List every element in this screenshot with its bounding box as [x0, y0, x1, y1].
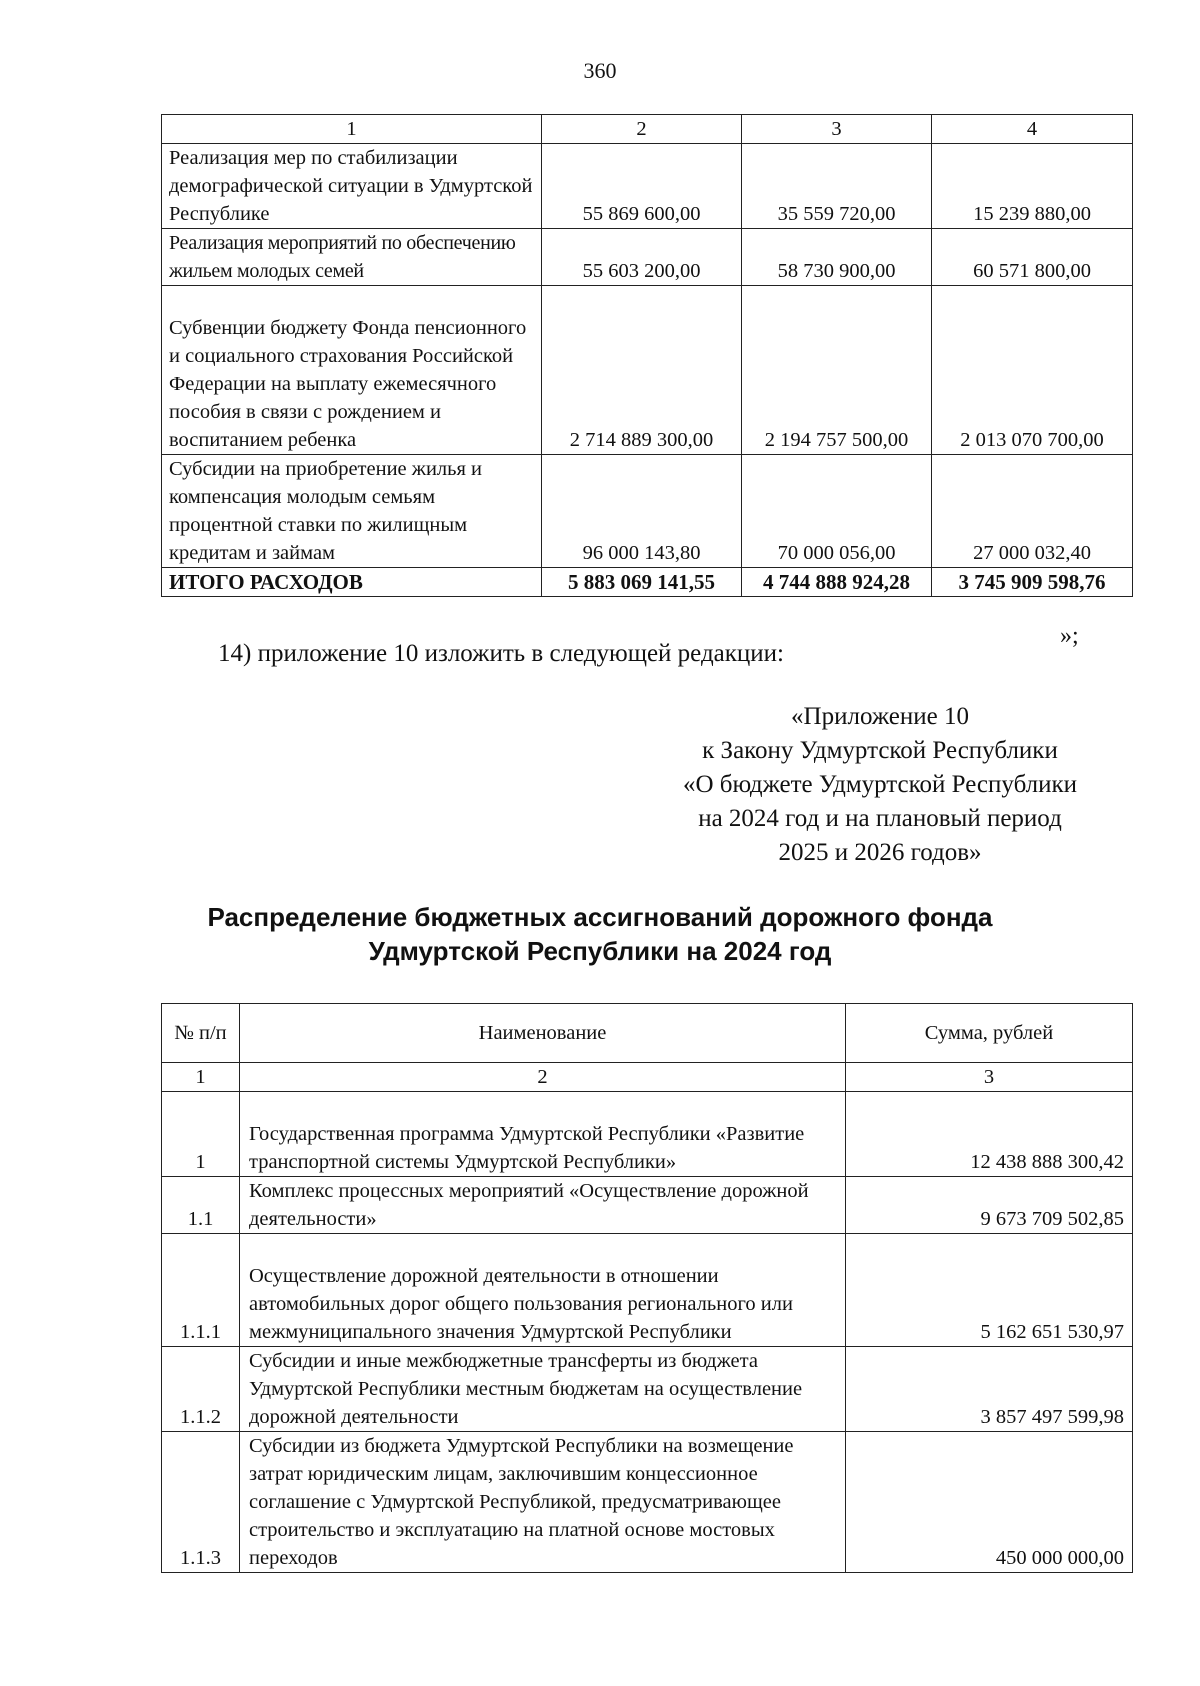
- row-number: 1: [162, 1092, 240, 1177]
- total-label: ИТОГО РАСХОДОВ: [162, 568, 542, 597]
- value-2024: 55 869 600,00: [542, 144, 742, 229]
- road-fund-table: [161, 1003, 1133, 1573]
- title-line: Распределение бюджетных ассигнований дорожного фонда: [207, 902, 993, 932]
- table-row: [162, 229, 1133, 286]
- row-name: Реализация мер по стабилизации демографической ситуации в Удмуртской Республике: [162, 144, 542, 229]
- total-2025: 4 744 888 924,28: [742, 568, 932, 597]
- value-2026: 60 571 800,00: [932, 229, 1133, 286]
- row-name: Государственная программа Удмуртской Республики «Развитие транспортной системы Удмуртской Республики»: [240, 1092, 846, 1177]
- header-number: № п/п: [162, 1004, 240, 1063]
- column-number: 2: [240, 1063, 846, 1092]
- column-number: 2: [542, 115, 742, 144]
- table-header-row: [162, 115, 1133, 144]
- table-row: [162, 1347, 1133, 1432]
- amendment-instruction: 14) приложение 10 изложить в следующей редакции:: [218, 640, 784, 667]
- value-2025: 35 559 720,00: [742, 144, 932, 229]
- table-row: [162, 1177, 1133, 1234]
- row-number: 1.1: [162, 1177, 240, 1234]
- value-2026: 27 000 032,40: [932, 455, 1133, 568]
- table-row: [162, 1234, 1133, 1347]
- value-2025: 58 730 900,00: [742, 229, 932, 286]
- value-2025: 70 000 056,00: [742, 455, 932, 568]
- value-2025: 2 194 757 500,00: [742, 286, 932, 455]
- appendix-line: 2025 и 2026 годов»: [778, 839, 982, 866]
- row-sum: 12 438 888 300,42: [846, 1092, 1133, 1177]
- header-name: Наименование: [240, 1004, 846, 1063]
- value-2026: 2 013 070 700,00: [932, 286, 1133, 455]
- appendix-line: к Закону Удмуртской Республики: [702, 737, 1058, 764]
- document-title: [0, 900, 1200, 968]
- appendix-line: «Приложение 10: [791, 703, 969, 730]
- value-2024: 96 000 143,80: [542, 455, 742, 568]
- page-number: 360: [583, 58, 617, 83]
- total-2024: 5 883 069 141,55: [542, 568, 742, 597]
- table-header-row: [162, 1004, 1133, 1063]
- appendix-line: на 2024 год и на плановый период: [698, 805, 1062, 832]
- appendix-line: «О бюджете Удмуртской Республики: [682, 771, 1078, 798]
- value-2026: 15 239 880,00: [932, 144, 1133, 229]
- table-row: [162, 286, 1133, 455]
- column-number: 1: [162, 1063, 240, 1092]
- row-sum: 9 673 709 502,85: [846, 1177, 1133, 1234]
- table-row: [162, 1432, 1133, 1573]
- table-row: [162, 1092, 1133, 1177]
- row-name: Реализация мероприятий по обеспечению жильем молодых семей: [162, 229, 542, 286]
- row-sum: 5 162 651 530,97: [846, 1234, 1133, 1347]
- total-2026: 3 745 909 598,76: [932, 568, 1133, 597]
- column-number: 3: [742, 115, 932, 144]
- appendix-header: [620, 700, 1140, 870]
- header-sum: Сумма, рублей: [846, 1004, 1133, 1063]
- row-name: Субсидии из бюджета Удмуртской Республики на возмещение затрат юридическим лицам, заключившим концессионное соглашение с Удмуртской Республикой, предусматривающее строительство и эксплуатацию на платной основе мостовых переходов: [240, 1432, 846, 1573]
- row-name: Осуществление дорожной деятельности в отношении автомобильных дорог общего пользования регионального или межмуниципального значения Удмуртской Республики: [240, 1234, 846, 1347]
- title-line: Удмуртской Республики на 2024 год: [368, 936, 832, 966]
- table-row: [162, 144, 1133, 229]
- value-2024: 55 603 200,00: [542, 229, 742, 286]
- row-number: 1.1.2: [162, 1347, 240, 1432]
- column-number: 1: [162, 115, 542, 144]
- row-sum: 3 857 497 599,98: [846, 1347, 1133, 1432]
- table-row: [162, 455, 1133, 568]
- row-name: Комплекс процессных мероприятий «Осуществление дорожной деятельности»: [240, 1177, 846, 1234]
- row-name: Субвенции бюджету Фонда пенсионного и социального страхования Российской Федерации на выплату ежемесячного пособия в связи с рождением и воспитанием ребенка: [162, 286, 542, 455]
- column-number: 3: [846, 1063, 1133, 1092]
- row-number: 1.1.1: [162, 1234, 240, 1347]
- closing-quote: »;: [1060, 623, 1079, 649]
- value-2024: 2 714 889 300,00: [542, 286, 742, 455]
- column-number: 4: [932, 115, 1133, 144]
- row-number: 1.1.3: [162, 1432, 240, 1573]
- row-name: Субсидии на приобретение жилья и компенсация молодым семьям процентной ставки по жилищным кредитам и займам: [162, 455, 542, 568]
- row-name: Субсидии и иные межбюджетные трансферты из бюджета Удмуртской Республики местным бюджетам на осуществление дорожной деятельности: [240, 1347, 846, 1432]
- column-number-row: [162, 1063, 1133, 1092]
- expense-table: [161, 114, 1133, 597]
- total-row: [162, 568, 1133, 597]
- row-sum: 450 000 000,00: [846, 1432, 1133, 1573]
